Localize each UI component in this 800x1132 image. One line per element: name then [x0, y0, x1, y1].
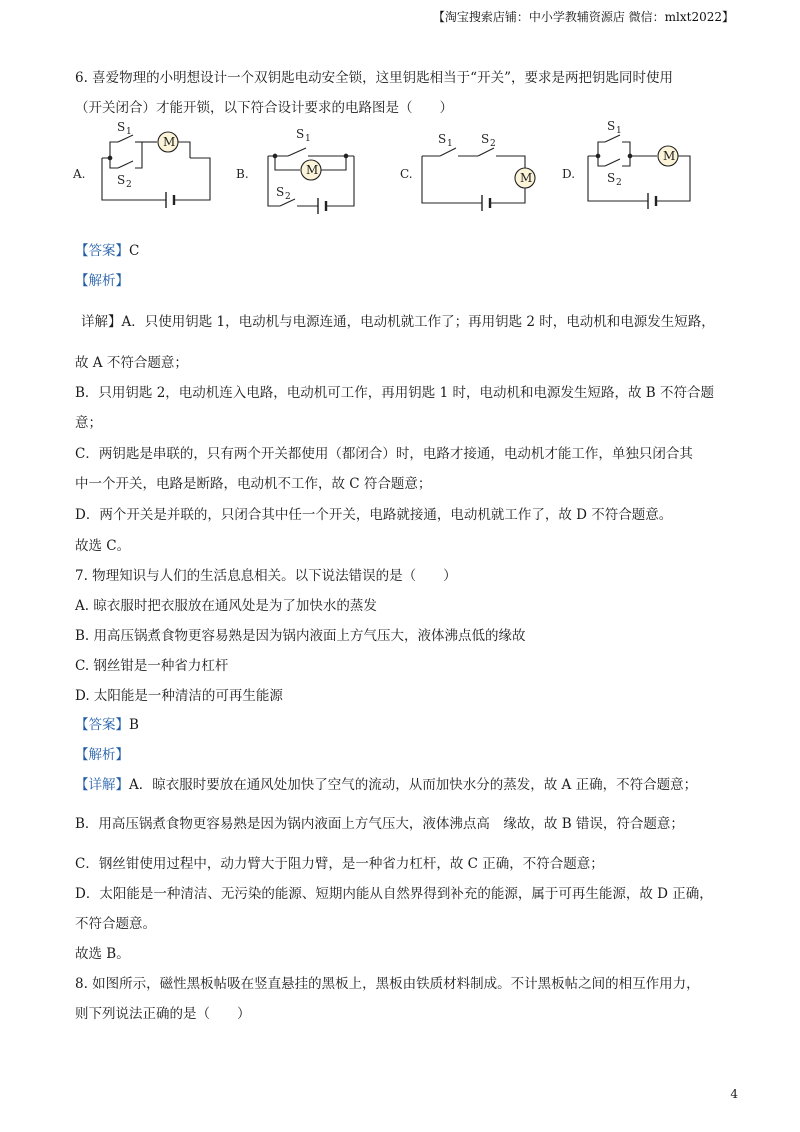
switch-s1-subscript: 1: [305, 134, 311, 144]
q7-stem: 7. 物理知识与人们的生活息息相关。以下说法错误的是（ ）: [75, 568, 457, 584]
q6-detail-line1: 详解】A．只使用钥匙 1，电动机与电源连通，电动机就工作了；再用钥匙 2 时，电动机和电源发生短路，: [81, 314, 715, 330]
q6-detail-line6: 中一个开关，电路是断路，电动机不工作，故 C 符合题意；: [75, 476, 432, 492]
q8-stem-line1: 8. 如图所示，磁性黑板帖吸在竖直悬挂的黑板上，黑板由铁质材料制成。不计黑板帖之间的相互作用力，: [75, 976, 700, 992]
page-number: 4: [730, 1087, 738, 1101]
q6-conclusion: 故选 C。: [75, 538, 131, 554]
q7-option-a: A. 晾衣服时把衣服放在通风处是为了加快水的蒸发: [75, 598, 377, 614]
switch-s2-subscript: 2: [285, 192, 291, 202]
q6-detail-line5: C．两钥匙是串联的，只有两个开关都使用（都闭合）时，电路才接通，电动机才能工作，单独只闭合其: [75, 446, 693, 462]
q7-answer-line: [75, 713, 139, 733]
answer-label: 【答案】: [75, 243, 129, 259]
switch-s1-subscript: 1: [447, 139, 453, 149]
switch-s2-label: S: [117, 173, 126, 187]
motor-label: M: [663, 149, 676, 163]
page-header: 【淘宝搜索店铺：中小学教辅资源店 微信：mlxt2022】: [432, 10, 734, 24]
circuit-option-a: [72, 120, 210, 208]
answer-value: C: [129, 243, 140, 259]
answer-label: 【答案】: [75, 717, 129, 733]
q6-detail-line7: D．两个开关是并联的，只闭合其中任一个开关，电路就接通，电动机就工作了，故 D 不符合题意。: [75, 507, 673, 523]
switch-s2-label: S: [276, 185, 285, 199]
switch-s2-subscript: 2: [126, 180, 132, 190]
switch-s1-label: S: [296, 127, 305, 141]
switch-s2-subscript: 2: [616, 178, 622, 188]
detail-text: A．晾衣服时要放在通风处加快了空气的流动，从而加快水分的蒸发，故 A 正确，不符合题意；: [129, 777, 698, 793]
q6-stem-line1: 6. 喜爱物理的小明想设计一个双钥匙电动安全锁，这里钥匙相当于“开关”，要求是两把钥匙同时使用: [75, 70, 673, 86]
switch-s1-label: S: [438, 132, 447, 146]
q6-detail-line3: B．只用钥匙 2，电动机连入电路，电动机可工作，再用钥匙 1 时，电动机和电源发生短路，故 B 不符合题: [75, 385, 714, 401]
q7-option-b: B. 用高压锅煮食物更容易熟是因为锅内液面上方气压大，液体沸点低的缘故: [75, 628, 526, 644]
answer-value: B: [129, 717, 139, 733]
q7-analysis-label: 【解析】: [75, 747, 129, 763]
q6-circuit-diagrams: [70, 118, 710, 223]
switch-s1-label: S: [117, 120, 126, 134]
q6-detail-line2: 故 A 不符合题意；: [75, 355, 188, 371]
option-letter: A.: [73, 167, 86, 181]
q7-conclusion: 故选 B。: [75, 946, 130, 962]
q8-stem-line2: 则下列说法正确的是（ ）: [75, 1006, 251, 1022]
switch-s2-label: S: [607, 171, 616, 185]
q6-stem-line2: （开关闭合）才能开锁，以下符合设计要求的电路图是（ ）: [75, 100, 453, 116]
q6-analysis-label: 【解析】: [75, 273, 129, 289]
switch-s1-subscript: 1: [616, 126, 622, 136]
option-letter: B.: [236, 167, 249, 181]
q7-detail-line2: B．用高压锅煮食物更容易熟是因为锅内液面上方气压大，液体沸点高 缘故，故 B 错误，符合题意；: [75, 816, 684, 832]
circuit-option-b: [236, 127, 354, 214]
motor-label: M: [306, 163, 319, 177]
detail-label: 【详解】: [75, 777, 129, 793]
circuit-option-c: [400, 132, 535, 211]
switch-s1-label: S: [607, 119, 616, 133]
q6-answer-line: [75, 239, 139, 259]
q7-detail-line1: [75, 773, 697, 793]
q7-detail-line4: D．太阳能是一种清洁、无污染的能源、短期内能从自然界得到补充的能源，属于可再生能源，故 D 正确，: [75, 886, 713, 902]
motor-label: M: [520, 171, 533, 185]
motor-label: M: [163, 135, 176, 149]
q7-detail-line3: C．钢丝钳使用过程中，动力臂大于阻力臂，是一种省力杠杆，故 C 正确，不符合题意；: [75, 856, 604, 872]
switch-s2-label: S: [481, 132, 490, 146]
q6-detail-line4: 意；: [75, 415, 102, 431]
option-letter: C.: [400, 167, 413, 181]
q7-detail-line5: 不符合题意。: [75, 916, 156, 932]
option-letter: D.: [562, 167, 576, 181]
q7-option-d: D. 太阳能是一种清洁的可再生能源: [75, 688, 283, 704]
switch-s1-subscript: 1: [126, 127, 132, 137]
circuit-option-d: [562, 119, 690, 209]
switch-s2-subscript: 2: [490, 139, 496, 149]
q7-option-c: C. 钢丝钳是一种省力杠杆: [75, 658, 229, 674]
